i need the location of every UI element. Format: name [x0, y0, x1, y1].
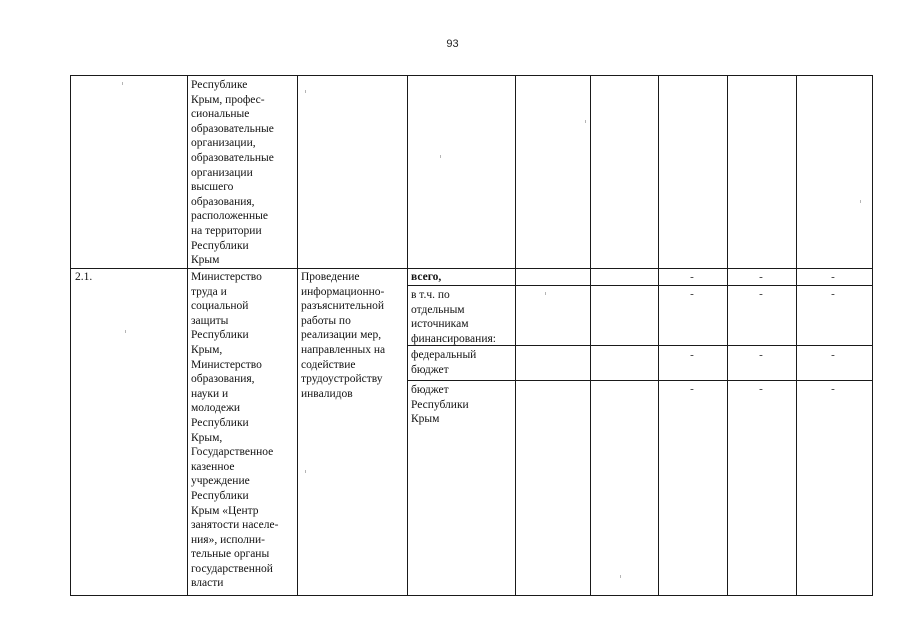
scan-speck [440, 155, 441, 158]
row-divider [70, 268, 873, 269]
continuation-cell-executors: Республике Крым, профес- сиональные образовательные организации, образовательные организации высшего образования, расположенные на территории Республики Крым [191, 79, 274, 267]
column-divider [727, 75, 728, 596]
subrow-divider [407, 285, 873, 286]
scan-speck [125, 330, 126, 333]
value-dash: - [690, 383, 694, 395]
executors-cell: Министерство труда и социальной защиты Республики Крым, Министерство образования, науки и молодежи Республики Крым, Государственное казенное учреждение Республики Крым «Центр занятости населе- ния», исполни- тельные органы государственной власти [191, 271, 279, 590]
column-divider [515, 75, 516, 596]
measure-cell: Проведение информационно- разъяснительной работы по реализации мер, направленных на содействие трудоустройству инвалидов [301, 271, 386, 400]
column-divider [187, 75, 188, 596]
table-bottom-border [70, 595, 873, 596]
value-dash: - [759, 383, 763, 395]
value-dash: - [831, 349, 835, 361]
scan-speck [305, 470, 306, 473]
scan-speck [305, 90, 306, 93]
value-dash: - [690, 349, 694, 361]
scan-speck [860, 200, 861, 203]
column-divider [590, 75, 591, 596]
value-dash: - [690, 271, 694, 283]
column-divider [407, 75, 408, 596]
value-dash: - [759, 271, 763, 283]
table-left-border [70, 75, 71, 596]
value-dash: - [759, 288, 763, 300]
value-dash: - [831, 383, 835, 395]
column-divider [297, 75, 298, 596]
subrow-divider [407, 380, 873, 381]
column-divider [658, 75, 659, 596]
scan-speck [545, 292, 546, 295]
funding-source-federal: федеральный бюджет [411, 349, 477, 376]
funding-source-regional: бюджет Республики Крым [411, 384, 469, 426]
table-top-border [70, 75, 873, 76]
table-right-border [872, 75, 873, 596]
value-dash: - [759, 349, 763, 361]
value-dash: - [831, 288, 835, 300]
funding-source-breakdown: в т.ч. по отдельным источникам финансирования: [411, 289, 496, 345]
row-number-cell: 2.1. [75, 271, 93, 283]
value-dash: - [690, 288, 694, 300]
column-divider [796, 75, 797, 596]
scan-speck [122, 82, 123, 85]
scan-speck [620, 575, 621, 578]
scan-speck [585, 120, 586, 123]
value-dash: - [831, 271, 835, 283]
page-number: 93 [446, 38, 459, 50]
funding-source-total: всего, [411, 271, 442, 283]
